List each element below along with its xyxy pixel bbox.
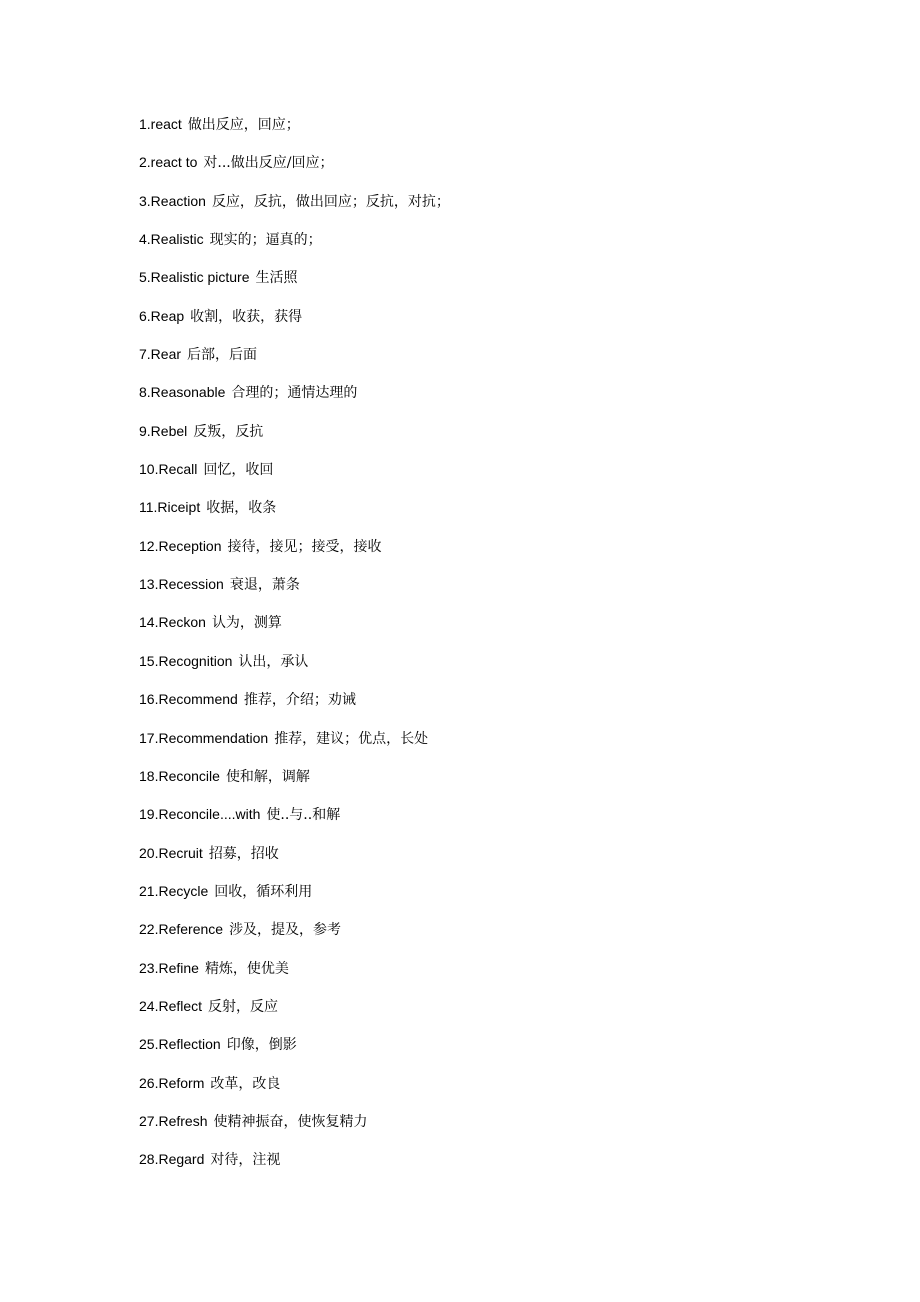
entry-meaning: 使和解，调解 (225, 768, 310, 785)
entry-meaning: 回忆，收回 (203, 462, 274, 479)
entry-term: 11.Riceipt (139, 499, 201, 516)
list-item (139, 420, 450, 458)
entry-term: 10.Recall (139, 461, 198, 478)
entry-term: 14.Reckon (139, 614, 206, 631)
entry-meaning: 回收，循环利用 (214, 883, 313, 900)
entry-meaning: 改革，改良 (210, 1075, 281, 1092)
entry-term: 7.Rear (139, 346, 182, 363)
list-item (139, 1110, 450, 1148)
list-item (139, 803, 450, 841)
list-item (139, 688, 450, 726)
entry-term: 13.Recession (139, 576, 224, 593)
entry-term: 21.Recycle (139, 882, 209, 899)
list-item (139, 113, 450, 151)
list-item (139, 496, 450, 534)
entry-term: 6.Reap (139, 307, 185, 324)
entry-term: 23.Refine (139, 959, 199, 976)
entry-term: 20.Recruit (139, 844, 203, 861)
list-item (139, 458, 450, 496)
list-item (139, 727, 450, 765)
entry-term: 15.Recognition (139, 652, 233, 669)
entry-term: 4.Realistic (139, 231, 204, 248)
list-item (139, 305, 450, 343)
list-item (139, 880, 450, 918)
entry-meaning: 反射，反应 (208, 998, 279, 1015)
entry-term: 27.Refresh (139, 1112, 208, 1129)
list-item (139, 611, 450, 649)
entry-term: 18.Reconcile (139, 767, 220, 784)
vocabulary-list (139, 113, 450, 1187)
entry-term: 8.Reasonable (139, 384, 226, 401)
list-item (139, 650, 450, 688)
entry-meaning: 生活照 (255, 270, 298, 287)
entry-meaning: 合理的；通情达理的 (231, 385, 358, 402)
entry-meaning: 推荐，介绍；劝诫 (243, 692, 356, 709)
list-item (139, 1072, 450, 1110)
list-item (139, 266, 450, 304)
list-item (139, 842, 450, 880)
list-item (139, 573, 450, 611)
entry-term: 2.react to (139, 154, 198, 171)
entry-meaning: 反应，反抗，做出回应；反抗，对抗； (211, 193, 450, 210)
entry-term: 22.Reference (139, 921, 224, 938)
entry-term: 28.Regard (139, 1151, 205, 1168)
list-item (139, 995, 450, 1033)
list-item (139, 1033, 450, 1071)
entry-term: 3.Reaction (139, 192, 206, 209)
entry-meaning: 使..与..和解 (266, 807, 341, 824)
entry-meaning: 收割，收获，获得 (190, 308, 303, 325)
list-item (139, 228, 450, 266)
entry-meaning: 印像，倒影 (226, 1037, 297, 1054)
entry-term: 1.react (139, 116, 182, 132)
entry-meaning: 衰退，萧条 (229, 577, 300, 594)
list-item (139, 190, 450, 228)
entry-meaning: 现实的；逼真的； (209, 232, 322, 249)
entry-term: 19.Reconcile....with (139, 806, 261, 823)
entry-meaning: 认为，测算 (211, 615, 282, 632)
entry-term: 12.Reception (139, 537, 222, 554)
list-item (139, 343, 450, 381)
entry-meaning: 认出，承认 (238, 653, 309, 670)
entry-term: 5.Realistic picture (139, 269, 250, 286)
entry-meaning: 精炼，使优美 (204, 960, 289, 977)
entry-meaning: 做出反应，回应； (187, 117, 300, 133)
list-item (139, 957, 450, 995)
list-item (139, 918, 450, 956)
entry-term: 24.Reflect (139, 997, 203, 1014)
entry-meaning: 涉及，提及，参考 (229, 922, 342, 939)
entry-term: 9.Rebel (139, 422, 188, 439)
entry-meaning: 对...做出反应/回应； (203, 155, 334, 172)
entry-term: 26.Reform (139, 1074, 205, 1091)
list-item (139, 151, 450, 189)
entry-meaning: 反叛，反抗 (193, 423, 264, 440)
entry-meaning: 后部，后面 (187, 347, 258, 364)
list-item (139, 381, 450, 419)
entry-term: 17.Recommendation (139, 729, 269, 746)
entry-term: 25.Reflection (139, 1036, 221, 1053)
entry-term: 16.Recommend (139, 691, 238, 708)
entry-meaning: 对待，注视 (210, 1152, 281, 1169)
entry-meaning: 接待，接见；接受，接收 (227, 538, 382, 555)
list-item (139, 1148, 450, 1186)
entry-meaning: 推荐，建议；优点，长处 (274, 730, 429, 747)
list-item (139, 535, 450, 573)
entry-meaning: 招募，招收 (208, 845, 279, 862)
entry-meaning: 收据，收条 (206, 500, 277, 517)
list-item (139, 765, 450, 803)
entry-meaning: 使精神振奋，使恢复精力 (213, 1113, 368, 1130)
